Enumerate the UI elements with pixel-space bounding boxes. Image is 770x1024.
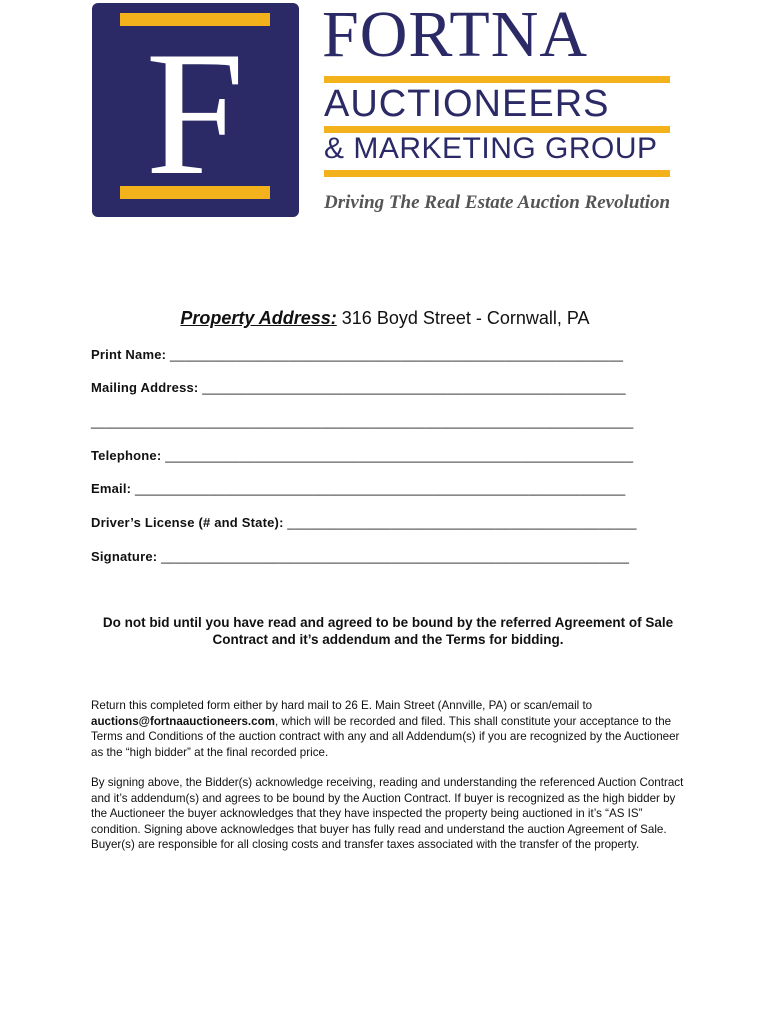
brand-subtitle: AUCTIONEERS: [324, 83, 610, 125]
mailing-address-line-2[interactable]: [91, 414, 633, 429]
drivers-license-field[interactable]: [91, 515, 637, 530]
company-logo-mark: [92, 3, 299, 217]
contact-email-link[interactable]: auctions@fortnaauctioneers.com: [91, 714, 275, 728]
mailing-address-line[interactable]: _________________________________________________________: [202, 380, 626, 395]
print-name-label: Print Name:: [91, 347, 170, 362]
tagline: Driving The Real Estate Auction Revolution: [324, 192, 671, 213]
telephone-label: Telephone:: [91, 448, 166, 463]
mailing-address-field[interactable]: [91, 380, 626, 395]
brand-subtitle-2: & MARKETING GROUP: [324, 132, 658, 165]
return-instructions-paragraph: [91, 698, 691, 760]
company-wordmark: [320, 0, 680, 230]
return-instructions-text-a: Return this completed form either by hard mail to 26 E. Main Street (Annville, PA) or scan/email to: [91, 699, 593, 712]
email-line[interactable]: __________________________________________________________________: [135, 481, 626, 496]
email-label: Email:: [91, 481, 136, 496]
telephone-field[interactable]: [91, 448, 633, 463]
signature-label: Signature:: [91, 549, 162, 564]
property-address: [0, 308, 770, 329]
wordmark-gold-bar-3: [324, 170, 670, 177]
bidding-warning: Do not bid until you have read and agreed to be bound by the referred Agreement of Sale Contract and it’s addendum and the Terms for bidding.: [102, 615, 674, 647]
drivers-license-label: Driver’s License (# and State):: [91, 515, 288, 530]
signature-line[interactable]: _______________________________________________________________: [161, 549, 630, 564]
return-instructions-text-b: , which will be recorded and filed. This shall constitute your acceptance to the Terms and Conditions of the auction contract with any and all Addendum(s) if you are recognized by the Auctioneer as the “high bidder” at the final recorded price.: [91, 714, 680, 759]
property-address-value: 316 Boyd Street - Cornwall, PA: [336, 308, 590, 328]
brand-name: FORTNA: [322, 0, 589, 71]
drivers-license-line[interactable]: _______________________________________________: [287, 515, 637, 530]
telephone-line[interactable]: _______________________________________________________________: [165, 448, 634, 463]
mailing-address-label: Mailing Address:: [91, 380, 203, 395]
signature-field[interactable]: [91, 549, 629, 564]
mailing-address-line-2-rule[interactable]: _________________________________________________________________________: [91, 414, 634, 429]
wordmark-gold-bar-1: [324, 76, 670, 83]
print-name-field[interactable]: [91, 347, 623, 362]
email-field[interactable]: [91, 481, 625, 496]
property-address-label: Property Address:: [180, 308, 337, 328]
print-name-line[interactable]: _____________________________________________________________: [169, 347, 624, 362]
logo-letter: F: [145, 14, 245, 212]
acknowledgement-paragraph: By signing above, the Bidder(s) acknowledge receiving, reading and understanding the referenced Auction Contract and it’s addendum(s) and agrees to be bound by the Auction Contract. If buyer is recognized as the high bidder by the Auctioneer the buyer acknowledges that they have inspected the property being auctioned in it’s “AS IS” condition. Signing above acknowledges that buyer has fully read and understand the auction Agreement of Sale. Buyer(s) are responsible for all closing costs and transfer taxes associated with the transfer of the property.: [91, 776, 684, 852]
